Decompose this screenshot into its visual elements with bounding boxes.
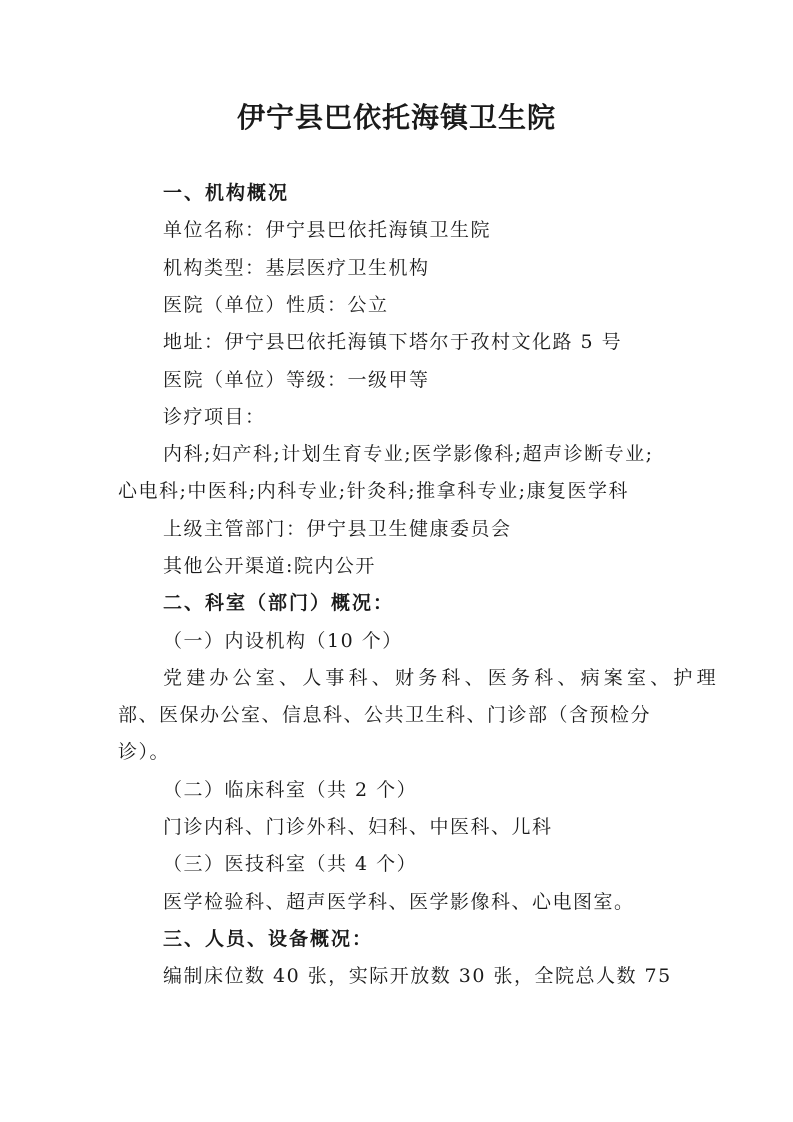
medtech-departments-list: 医学检验科、超声医学科、医学影像科、心电图室。 <box>163 891 635 913</box>
address-line: 地址：伊宁县巴依托海镇下塔尔于孜村文化路 5 号 <box>163 331 623 353</box>
other-channels-line: 其他公开渠道:院内公开 <box>163 555 376 577</box>
services-line-2: 心电科;中医科;内科专业;针灸科;推拿科专业;康复医学科 <box>118 480 630 502</box>
section-heading-departments: 二、科室（部门）概况： <box>163 592 395 614</box>
org-type-line: 机构类型：基层医疗卫生机构 <box>163 257 430 279</box>
section-heading-staff-equipment: 三、人员、设备概况： <box>163 928 374 950</box>
internal-units-line-2: 部、医保办公室、信息科、公共卫生科、门诊部（含预检分 <box>118 704 652 726</box>
document-title: 伊宁县巴依托海镇卫生院 <box>236 101 556 134</box>
nature-line: 医院（单位）性质：公立 <box>163 294 389 316</box>
unit-name-line: 单位名称：伊宁县巴依托海镇卫生院 <box>163 219 492 241</box>
clinical-departments-list: 门诊内科、门诊外科、妇科、中医科、儿科 <box>163 816 553 838</box>
level-line: 医院（单位）等级：一级甲等 <box>163 369 430 391</box>
services-line-1: 内科;妇产科;计划生育专业;医学影像科;超声诊断专业; <box>163 443 654 465</box>
supervisor-line: 上级主管部门：伊宁县卫生健康委员会 <box>163 518 512 540</box>
clinical-departments-heading: （二）临床科室（共 2 个） <box>163 779 418 801</box>
section-heading-organization: 一、机构概况 <box>163 182 290 204</box>
internal-units-line-3: 诊）。 <box>118 741 171 763</box>
internal-units-line-1: 党建办公室、人事科、财务科、医务科、病案室、护理 <box>163 667 720 689</box>
staff-beds-line: 编制床位数 40 张，实际开放数 30 张，全院总人数 75 <box>163 965 672 987</box>
services-label: 诊疗项目： <box>163 406 266 428</box>
internal-units-heading: （一）内设机构（10 个） <box>163 630 403 652</box>
medtech-departments-heading: （三）医技科室（共 4 个） <box>163 853 418 875</box>
